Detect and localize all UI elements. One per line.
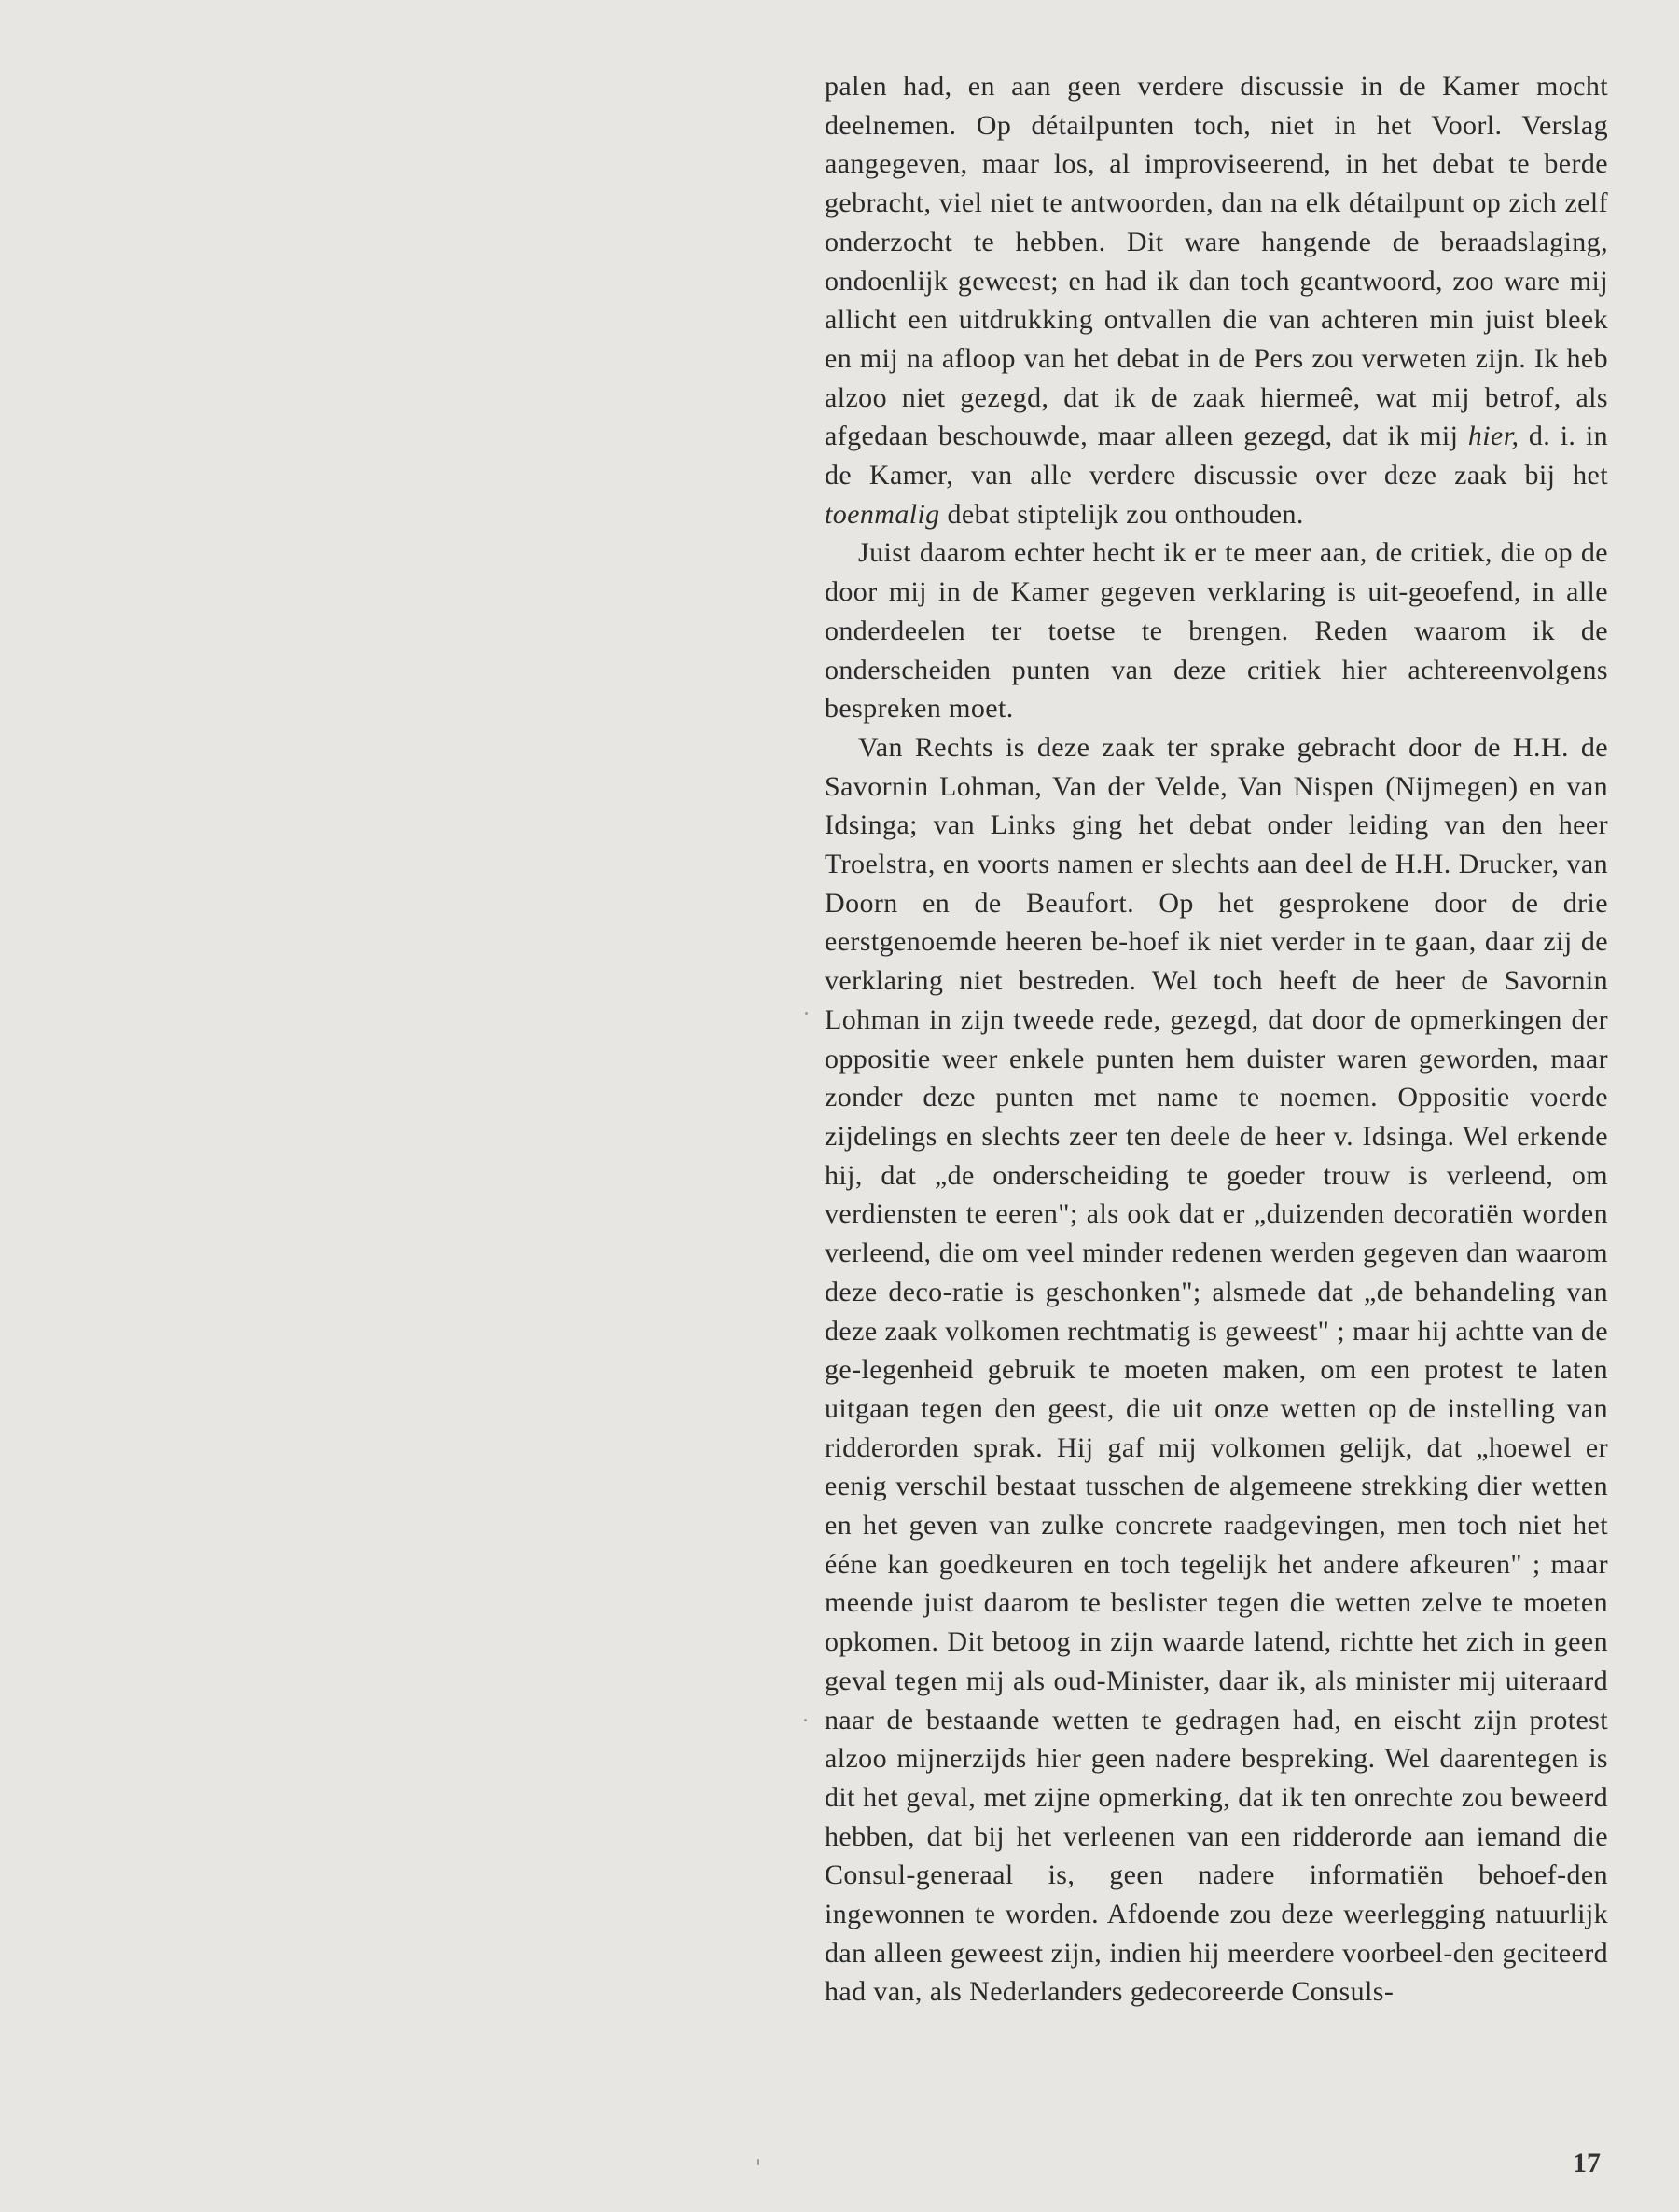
page-number: 17: [1573, 2148, 1601, 2178]
text-column: [825, 67, 1608, 2012]
emphasis-hier: hier,: [1467, 421, 1519, 452]
emphasis-toenmalig: toenmalig: [825, 498, 940, 530]
paragraph-2: Juist daarom echter hecht ik er te meer aan, de critiek, die op de door mij in de Kamer gegeven verklaring is uit-geoefend, in alle onderdeelen ter toetse te brengen. Reden waarom ik de onderscheiden punten van deze critiek hier achtereenvolgens bespreken moet.: [825, 537, 1609, 725]
paragraph-3: Van Rechts is deze zaak ter sprake gebracht door de H.H. de Savornin Lohman, Van der Velde, Van Nispen (Nijmegen) en van Idsinga; van Links ging het debat onder leiding van den heer Troelstra, en voorts namen er slechts aan deel de H.H. Drucker, van Doorn en de Beaufort. Op het gesprokene door de drie eerstgenoemde heeren be-hoef ik niet verder in te gaan, daar zij de verklaring niet bestreden. Wel toch heeft de heer de Savornin Lohman in zijn tweede rede, gezegd, dat door de opmerkingen der oppositie weer enkele punten hem duister waren geworden, maar zonder deze punten met name te noemen. Oppositie voerde zijdelings en slechts zeer ten deele de heer v. Idsinga. Wel erkende hij, dat „de onderscheiding te goeder trouw is verleend, om verdiensten te eeren"; als ook dat er „duizenden decoratiën worden verleend, die om veel minder redenen werden gegeven dan waarom deze deco-ratie is geschonken"; alsmede dat „de behandeling van deze zaak volkomen rechtmatig is geweest" ; maar hij achtte van de ge-legenheid gebruik te moeten maken, om een protest te laten uitgaan tegen den geest, die uit onze wetten op de instelling van ridderorden sprak. Hij gaf mij volkomen gelijk, dat „hoewel er eenig verschil bestaat tusschen de algemeene strekking dier wetten en het geven van zulke concrete raadgevingen, men toch niet het ééne kan goedkeuren en toch tegelijk het andere afkeuren" ; maar meende juist daarom te beslister tegen die wetten zelve te moeten opkomen. Dit betoog in zijn waarde latend, richtte het zich in geen geval tegen mij als oud-Minister, daar ik, als minister mij uiteraard naar de bestaande wetten te gedragen had, en eischt zijn protest alzoo mijnerzijds hier geen nadere bespreking. Wel daarentegen is dit het geval, met zijne opmerking, dat ik ten onrechte zou beweerd hebben, dat bij het verleenen van een ridderorde aan iemand die Consul-generaal is, geen nadere informatiën behoef-den ingewonnen te worden. Afdoende zou deze weerlegging natuurlijk dan alleen geweest zijn, indien hij meerdere voorbeel-den geciteerd had van, als Nederlanders gedecoreerde Consuls-: [825, 731, 1609, 2008]
scan-speck: [804, 1719, 807, 1721]
scan-speck: [805, 1012, 808, 1015]
paragraph-1: palen had, en aan geen verdere discussie in de Kamer mocht deelnemen. Op détailpunten toch, niet in het Voorl. Verslag aangegeven, maar los, al improviseerend, in het debat te berde gebracht, viel niet te antwoorden, dan na elk détailpunt op zich zelf onderzocht te hebben. Dit ware hangende de beraadslaging, ondoenlijk geweest; en had ik dan toch geantwoord, zoo ware mij allicht een uitdrukking ontvallen die van achteren min juist bleek en mij na afloop van het debat in de Pers zou verweten zijn. Ik heb alzoo niet gezegd, dat ik de zaak hiermeê, wat mij betrof, als afgedaan beschouwde, maar alleen gezegd, dat ik mij hier, d. i. in de Kamer, van alle verdere discussie over deze zaak bij het toenmalig debat stiptelijk zou onthouden.: [825, 71, 1609, 530]
scan-speck: [757, 2159, 759, 2165]
